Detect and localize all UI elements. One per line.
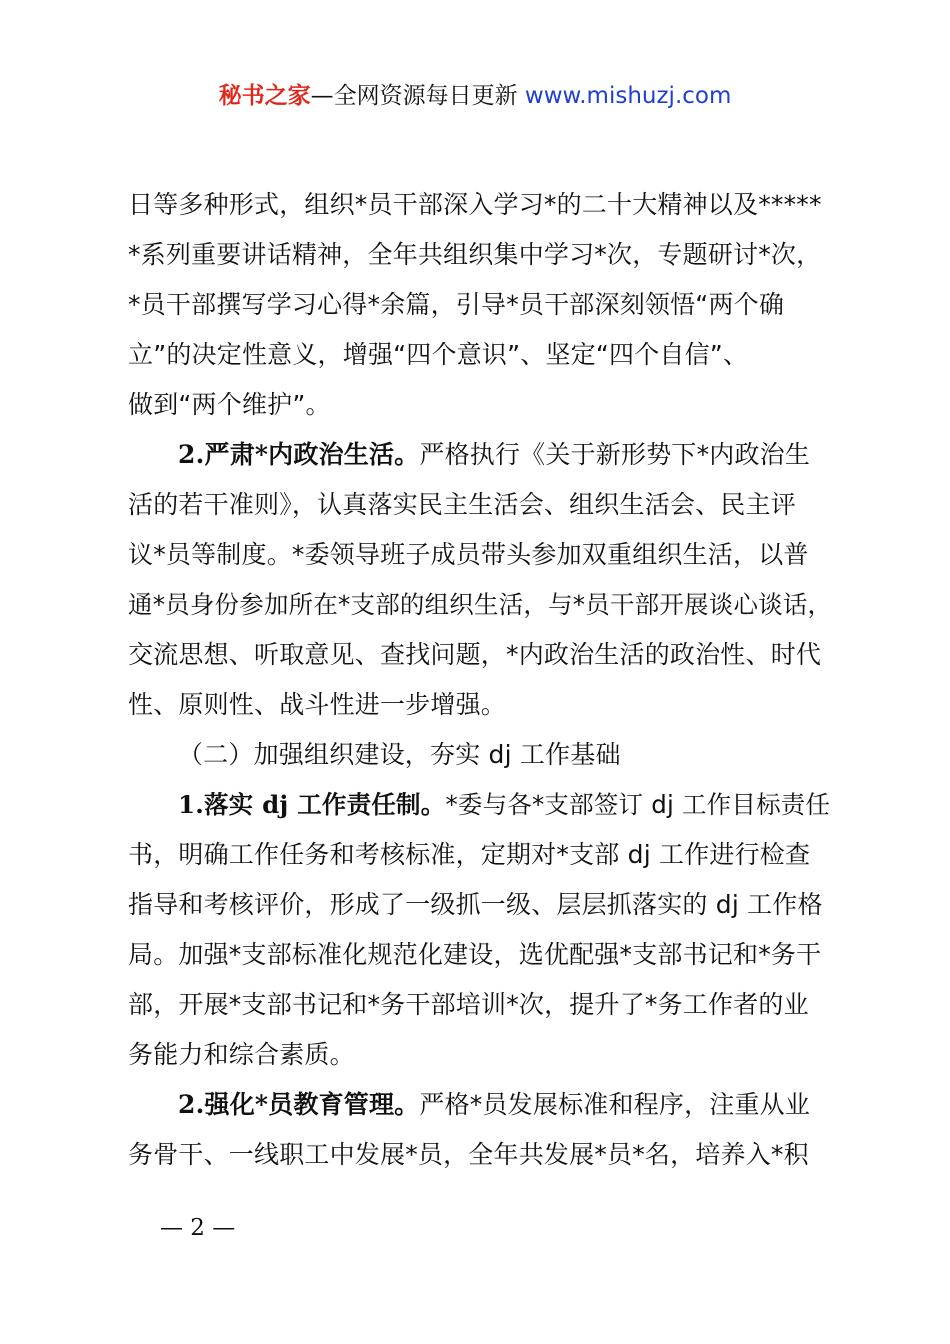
text-line: 部，开展*支部书记和*务干部培训*次，提升了*务工作者的业 (128, 990, 809, 1019)
text-line: 务骨干、一线职工中发展*员，全年共发展*员*名，培养入*积 (128, 1140, 809, 1169)
text-line: 指导和考核评价，形成了一级抓一级、层层抓落实的 dj 工作格 (128, 890, 823, 919)
paragraph-start: 1.落实 dj 工作责任制。*委与各*支部签订 dj 工作目标责任 (178, 790, 831, 819)
document-body (128, 180, 832, 1180)
section-heading: （二）加强组织建设，夯实 dj 工作基础 (178, 740, 621, 769)
item-heading: 2.强化*员教育管理。 (178, 1090, 420, 1119)
text-line: 书，明确工作任务和考核标准，定期对*支部 dj 工作进行检查 (128, 840, 811, 869)
site-header (0, 80, 950, 112)
site-url-link[interactable]: www.mishuzj.com (524, 83, 732, 109)
paragraph-start: 2.强化*员教育管理。严格*员发展标准和程序，注重从业 (178, 1090, 811, 1119)
paragraph-start: 2.严肃*内政治生活。严格执行《关于新形势下*内政治生 (178, 440, 811, 469)
header-tagline: —全网资源每日更新 (310, 83, 525, 109)
text-line: 通*员身份参加所在*支部的组织生活，与*员干部开展谈心谈话， (128, 590, 833, 619)
text-line: 活的若干准则》，认真落实民主生活会、组织生活会、民主评 (128, 490, 796, 519)
page-number: — 2 — (160, 1215, 236, 1241)
brand-name: 秘书之家 (218, 83, 311, 109)
text-line: 议*员等制度。*委领导班子成员带头参加双重组织生活，以普 (128, 540, 809, 569)
item-heading: 2.严肃*内政治生活。 (178, 440, 420, 469)
text-line: 务能力和综合素质。 (128, 1040, 355, 1069)
text-line: 立”的决定性意义，增强“四个意识”、坚定“四个自信”、 (128, 340, 749, 369)
text-line: *员干部撰写学习心得*余篇，引导*员干部深刻领悟“两个确 (128, 290, 785, 319)
text-line: 做到“两个维护”。 (128, 390, 331, 419)
item-heading: 1.落实 dj 工作责任制。 (178, 790, 446, 819)
text-line: 局。加强*支部标准化规范化建设，选优配强*支部书记和*务干 (128, 940, 822, 969)
text-line: 性、原则性、战斗性进一步增强。 (128, 690, 507, 719)
text-line: 日等多种形式，组织*员干部深入学习*的二十大精神以及***** (128, 190, 822, 219)
text-line: 交流思想、听取意见、查找问题，*内政治生活的政治性、时代 (128, 640, 822, 669)
text-line: *系列重要讲话精神，全年共组织集中学习*次，专题研讨*次， (128, 240, 822, 269)
